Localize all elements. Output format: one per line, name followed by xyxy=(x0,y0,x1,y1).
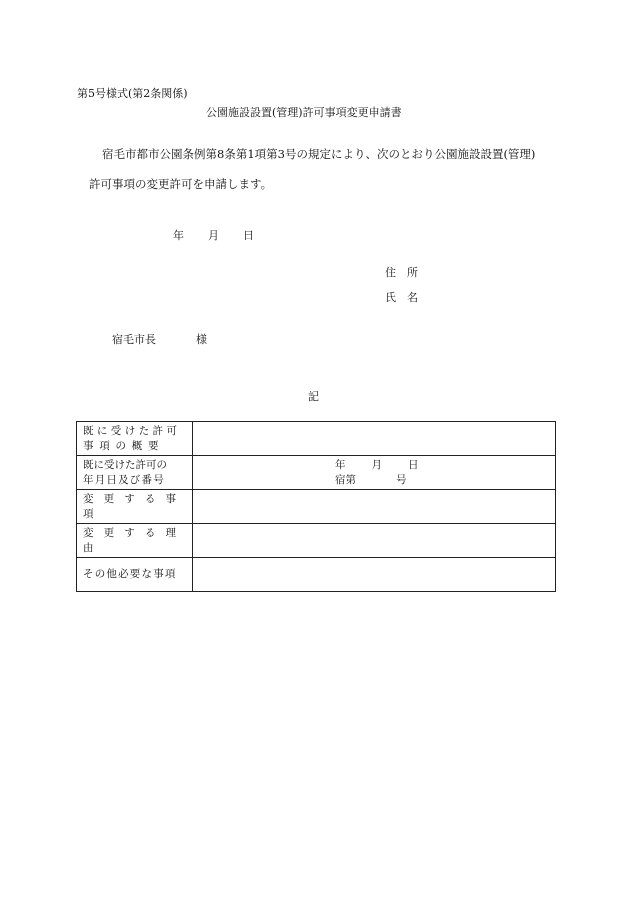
row-label-change-items: 変 更 す る 事 項 xyxy=(77,490,193,524)
application-date xyxy=(173,227,254,243)
row-label-other-items: その他必要な事項 xyxy=(77,558,193,592)
permit-number-fields: 宿第 号 xyxy=(335,473,407,486)
row-label-previous-permit-date-number: 既に受けた許可の 年月日及び番号 xyxy=(77,456,193,490)
permit-date-fields: 年 月 日 xyxy=(335,458,419,471)
table-row xyxy=(77,422,556,456)
applicant-address-label: 住 所 xyxy=(385,266,418,279)
date-day-label: 日 xyxy=(243,229,254,242)
body-text-line-1: 宿毛市都市公園条例第8条第1項第3号の規定により、次のとおり公園施設設置(管理) xyxy=(102,147,536,161)
date-year-label: 年 xyxy=(173,229,184,242)
addressee-honorific: 様 xyxy=(196,333,207,346)
table-row xyxy=(77,524,556,558)
row-label-change-reason: 変 更 す る 理 由 xyxy=(77,524,193,558)
addressee-name: 宿毛市長 xyxy=(112,333,156,346)
details-table xyxy=(76,421,556,592)
row-value-previous-permit-date-number[interactable] xyxy=(193,456,556,490)
row-value-previous-permit-summary[interactable] xyxy=(193,422,556,456)
row-label-previous-permit-summary: 既に受けた許可 事 項 の 概 要 xyxy=(77,422,193,456)
table-row xyxy=(77,456,556,490)
applicant-name-label: 氏 名 xyxy=(385,291,418,304)
ki-label: 記 xyxy=(308,390,319,403)
row-value-change-reason[interactable] xyxy=(193,524,556,558)
date-month-label: 月 xyxy=(208,229,219,242)
row-value-other-items[interactable] xyxy=(193,558,556,592)
table-row xyxy=(77,558,556,592)
table-row xyxy=(77,490,556,524)
addressee xyxy=(112,331,207,347)
document-title: 公園施設設置(管理)許可事項変更申請書 xyxy=(206,106,402,119)
row-value-change-items[interactable] xyxy=(193,490,556,524)
body-text-line-2: 許可事項の変更許可を申請します。 xyxy=(89,177,273,191)
form-number: 第5号様式(第2条関係) xyxy=(77,87,188,100)
